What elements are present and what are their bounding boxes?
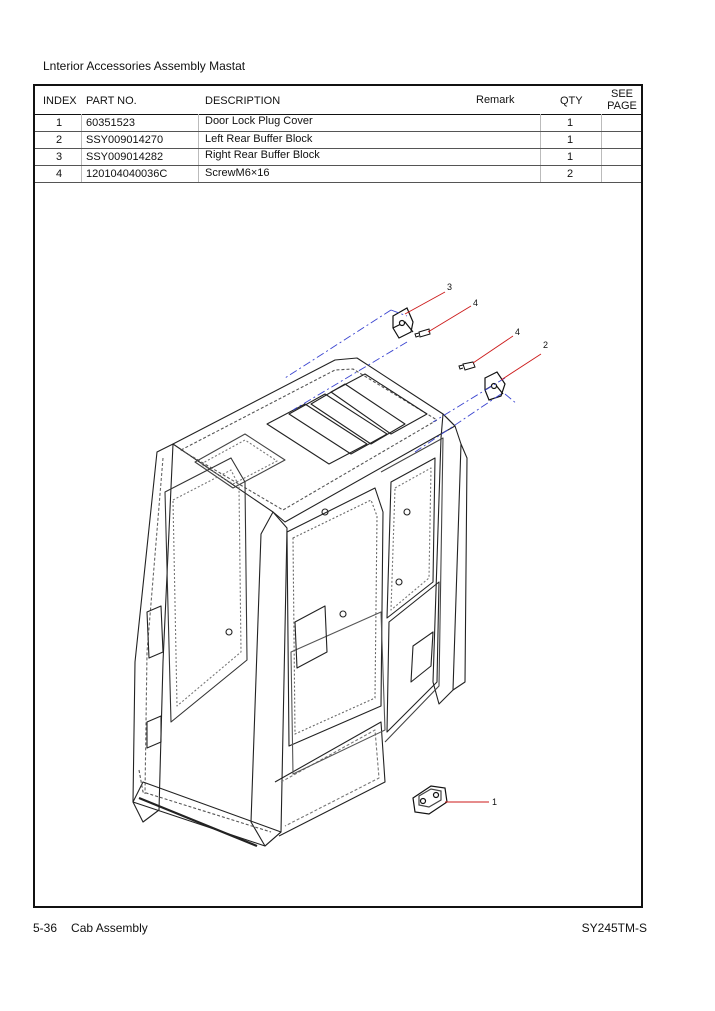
table-row — [35, 114, 641, 132]
footer-left — [33, 921, 162, 935]
header-description: DESCRIPTION — [205, 95, 281, 107]
row-part-no: SSY009014282 — [86, 151, 164, 163]
row-qty: 1 — [566, 151, 574, 163]
assembly-line — [285, 310, 391, 378]
row-description: Left Rear Buffer Block — [205, 133, 313, 145]
row-index: 4 — [55, 168, 63, 180]
row-index: 2 — [55, 134, 63, 146]
model-number: SY245TM-S — [581, 921, 647, 935]
row-index: 3 — [55, 151, 63, 163]
header-see-page-line1: SEE — [610, 88, 633, 100]
leader-line — [405, 292, 445, 314]
callout-label: 1 — [492, 797, 498, 807]
cab-roof-outline — [173, 358, 455, 522]
table-header-row — [35, 86, 641, 115]
row-index: 1 — [55, 117, 63, 129]
door-lock-plug-cover — [413, 786, 447, 814]
row-part-no: SSY009014270 — [86, 134, 164, 146]
callout-label: 2 — [543, 340, 549, 350]
row-qty: 2 — [566, 168, 574, 180]
right-rear-buffer-block — [393, 308, 413, 338]
header-remark: Remark — [476, 94, 515, 106]
cab-exploded-drawing — [35, 182, 641, 906]
table-row — [35, 131, 641, 149]
cab-front-pillar — [133, 444, 173, 822]
parts-sheet-frame — [33, 84, 643, 908]
row-qty: 1 — [566, 117, 574, 129]
section-name: Cab Assembly — [71, 921, 148, 935]
table-row — [35, 165, 641, 183]
row-description: Door Lock Plug Cover — [205, 115, 313, 127]
leader-line — [501, 354, 541, 380]
header-qty: QTY — [560, 95, 583, 107]
left-rear-buffer-block — [485, 372, 505, 400]
assembly-line — [505, 394, 517, 404]
callout-label: 4 — [473, 298, 479, 308]
header-index: INDEX — [43, 95, 77, 107]
table-row — [35, 148, 641, 166]
screw — [415, 329, 430, 337]
row-part-no: 60351523 — [86, 117, 135, 129]
assembly-line — [293, 342, 407, 410]
leader-line — [473, 336, 513, 363]
row-description: Right Rear Buffer Block — [205, 149, 320, 161]
page-number: 5-36 — [33, 921, 58, 935]
leader-line — [428, 306, 471, 332]
row-part-no: 120104040036C — [86, 168, 168, 180]
page-title: Lnterior Accessories Assembly Mastat — [43, 59, 246, 73]
callout-label: 3 — [447, 282, 453, 292]
assembly-line — [415, 394, 501, 452]
row-qty: 1 — [566, 134, 574, 146]
header-part-no: PART NO. — [86, 95, 137, 107]
screw — [459, 362, 475, 370]
row-description: ScrewM6×16 — [205, 167, 270, 179]
callout-label: 4 — [515, 327, 521, 337]
header-see-page-line2: PAGE — [607, 100, 637, 112]
